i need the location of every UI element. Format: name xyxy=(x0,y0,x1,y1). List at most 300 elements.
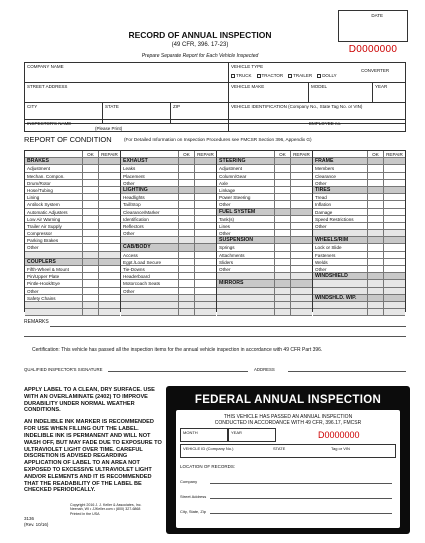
ok-checkbox[interactable] xyxy=(82,259,98,265)
ok-checkbox[interactable] xyxy=(367,280,383,286)
grid-item-row xyxy=(25,180,120,187)
repair-checkbox[interactable] xyxy=(98,194,120,200)
ok-checkbox[interactable] xyxy=(367,252,383,258)
repair-checkbox[interactable] xyxy=(194,201,216,207)
grid-item-row xyxy=(313,309,405,316)
grid-item-row xyxy=(217,230,312,237)
repair-checkbox[interactable] xyxy=(194,173,216,179)
repair-checkbox[interactable] xyxy=(383,244,405,250)
ok-checkbox[interactable] xyxy=(367,244,383,250)
federal-inspection-label[interactable] xyxy=(166,386,410,534)
item-label: Welds xyxy=(315,259,328,265)
grid-item-row xyxy=(25,244,120,251)
item-label xyxy=(217,302,274,308)
ok-checkbox[interactable] xyxy=(367,266,383,272)
grid-section-row xyxy=(313,295,405,302)
ok-checkbox[interactable] xyxy=(82,230,98,236)
ok-checkbox[interactable] xyxy=(82,252,98,258)
ok-checkbox[interactable] xyxy=(178,273,194,279)
ok-checkbox[interactable] xyxy=(178,165,194,171)
repair-checkbox[interactable] xyxy=(290,173,312,179)
ok-checkbox[interactable] xyxy=(274,165,290,171)
ok-checkbox[interactable] xyxy=(367,302,383,308)
section-label: MIRRORS xyxy=(219,280,244,287)
remarks-line-2[interactable] xyxy=(24,336,406,337)
item-label: Leaks xyxy=(123,166,136,172)
repair-checkbox[interactable] xyxy=(383,295,405,301)
ok-checkbox[interactable] xyxy=(82,194,98,200)
grid-item-row xyxy=(121,230,216,237)
repair-checkbox[interactable] xyxy=(194,209,216,215)
employee-no-label: EMPLOYEE no. xyxy=(309,121,342,126)
ok-checkbox[interactable] xyxy=(82,295,98,301)
repair-checkbox[interactable] xyxy=(98,173,120,179)
label-passed-line: THIS VEHICLE HAS PASSED AN ANNUAL INSPECTION xyxy=(223,414,353,420)
repair-checkbox[interactable] xyxy=(98,158,120,164)
item-label: Antilock System xyxy=(27,202,60,208)
repair-checkbox[interactable] xyxy=(194,259,216,265)
ok-checkbox[interactable] xyxy=(274,280,290,286)
ok-checkbox[interactable] xyxy=(178,216,194,222)
section-label: TIRES xyxy=(315,186,331,193)
option-tractor[interactable]: TRACTOR xyxy=(257,73,284,78)
company-name-label: COMPANY NAME xyxy=(27,64,64,69)
ok-checkbox[interactable] xyxy=(82,187,98,193)
ok-checkbox[interactable] xyxy=(367,216,383,222)
item-label: Trailer Air Supply xyxy=(27,223,62,229)
converter-label: CONVERTER xyxy=(361,68,390,73)
ok-checkbox[interactable] xyxy=(274,237,290,243)
address-line[interactable] xyxy=(288,371,406,372)
repair-checkbox[interactable] xyxy=(98,180,120,186)
ok-checkbox[interactable] xyxy=(82,244,98,250)
option-truck[interactable]: TRUCK xyxy=(231,73,252,78)
repair-checkbox[interactable] xyxy=(290,280,312,286)
company-line[interactable] xyxy=(210,483,392,484)
grid-item-row xyxy=(25,201,120,208)
ok-checkbox[interactable] xyxy=(274,180,290,186)
repair-checkbox[interactable] xyxy=(290,237,312,243)
street-address-label: STREET ADDRESS xyxy=(27,84,68,89)
repair-checkbox[interactable] xyxy=(98,252,120,258)
grid-item-row xyxy=(121,223,216,230)
section-label: LIGHTING xyxy=(123,186,148,193)
ok-checkbox[interactable] xyxy=(274,187,290,193)
repair-checkbox[interactable] xyxy=(290,244,312,250)
repair-checkbox[interactable] xyxy=(98,273,120,279)
model-field[interactable] xyxy=(309,83,373,102)
repair-checkbox[interactable] xyxy=(194,180,216,186)
ok-checkbox[interactable] xyxy=(367,173,383,179)
ok-checkbox[interactable] xyxy=(82,280,98,286)
street-address-field[interactable] xyxy=(25,83,229,102)
street-line[interactable] xyxy=(210,498,392,499)
grid-item-row xyxy=(25,252,120,259)
signature-line[interactable] xyxy=(108,371,248,372)
grid-section-row xyxy=(217,209,312,216)
repair-checkbox[interactable] xyxy=(383,180,405,186)
ok-checkbox[interactable] xyxy=(367,158,383,164)
section-label: FUEL SYSTEM xyxy=(219,208,256,215)
repair-checkbox[interactable] xyxy=(290,252,312,258)
grid-item-row xyxy=(217,187,312,194)
item-label: Fasteners xyxy=(315,252,336,258)
grid-column-2 xyxy=(121,151,217,311)
repair-checkbox[interactable] xyxy=(383,288,405,294)
item-label: Attachments xyxy=(219,252,245,258)
option-trailer[interactable]: TRAILER xyxy=(288,73,312,78)
repair-checkbox[interactable] xyxy=(194,237,216,243)
ok-checkbox[interactable] xyxy=(274,266,290,272)
item-label: Axle xyxy=(219,180,228,186)
ok-checkbox[interactable] xyxy=(82,273,98,279)
repair-checkbox[interactable] xyxy=(98,259,120,265)
instruction-marker: AN INDELIBLE INK MARKER IS RECOMMENDED FOR USE WHEN FILLING OUT THE LABEL. INDELIBLE INK IS PERMANENT AND WILL NOT WASH OFF, BUT MAY FADE DUE TO EXPOSURE TO ULTRAVIOLET LIGHT OVER TIME. CAREFUL DISCRETION IS ADVISED REGARDING APPLICATION OF LABEL TO AN AREA NOT EXPOSED TO EXCESSIVE ULTRAVIOLET LIGHT AND/OR ELEMENTS AND IT IS RECOMMENDED THAT THE READABILITY OF THE LABEL BE CHECKED PERIODICALLY. xyxy=(24,419,162,494)
repair-checkbox[interactable] xyxy=(194,295,216,301)
grid-item-row xyxy=(313,201,405,208)
ok-checkbox[interactable] xyxy=(274,216,290,222)
repair-header: REPAIR xyxy=(194,151,216,157)
ok-checkbox[interactable] xyxy=(82,209,98,215)
repair-checkbox[interactable] xyxy=(194,273,216,279)
repair-checkbox[interactable] xyxy=(194,244,216,250)
ok-checkbox[interactable] xyxy=(367,223,383,229)
repair-checkbox[interactable] xyxy=(194,252,216,258)
repair-checkbox[interactable] xyxy=(194,223,216,229)
ok-checkbox[interactable] xyxy=(178,259,194,265)
grid-item-row xyxy=(217,216,312,223)
repair-checkbox[interactable] xyxy=(194,302,216,308)
repair-checkbox[interactable] xyxy=(383,194,405,200)
item-label: Tank(s) xyxy=(219,216,235,222)
ok-checkbox[interactable] xyxy=(178,209,194,215)
ok-checkbox[interactable] xyxy=(178,173,194,179)
ok-checkbox[interactable] xyxy=(274,259,290,265)
repair-checkbox[interactable] xyxy=(290,295,312,301)
ok-checkbox[interactable] xyxy=(367,259,383,265)
repair-checkbox[interactable] xyxy=(290,187,312,193)
item-label: Pin/Upper Plate xyxy=(27,274,60,280)
ok-checkbox[interactable] xyxy=(82,266,98,272)
ok-checkbox[interactable] xyxy=(367,309,383,315)
ok-checkbox[interactable] xyxy=(178,187,194,193)
grid-item-row xyxy=(217,309,312,316)
ok-checkbox[interactable] xyxy=(367,295,383,301)
ok-checkbox[interactable] xyxy=(82,288,98,294)
repair-checkbox[interactable] xyxy=(290,259,312,265)
repair-checkbox[interactable] xyxy=(290,266,312,272)
grid-item-row xyxy=(217,173,312,180)
ok-checkbox[interactable] xyxy=(274,244,290,250)
ok-checkbox[interactable] xyxy=(274,209,290,215)
ok-checkbox[interactable] xyxy=(274,302,290,308)
repair-checkbox[interactable] xyxy=(98,295,120,301)
item-label xyxy=(313,280,367,286)
ok-checkbox[interactable] xyxy=(82,180,98,186)
item-label xyxy=(217,295,274,301)
repair-checkbox[interactable] xyxy=(194,280,216,286)
section-label: CAB/BODY xyxy=(123,244,151,251)
repair-checkbox[interactable] xyxy=(98,201,120,207)
ok-checkbox[interactable] xyxy=(367,288,383,294)
ok-checkbox[interactable] xyxy=(274,273,290,279)
remarks-line-1[interactable] xyxy=(50,326,406,327)
repair-checkbox[interactable] xyxy=(290,216,312,222)
printed-line: Printed in the USA xyxy=(70,511,100,516)
grid-section-row xyxy=(217,158,312,165)
item-label: Parking Brakes xyxy=(27,238,59,244)
repair-checkbox[interactable] xyxy=(290,209,312,215)
ok-header: OK xyxy=(178,151,194,157)
ok-checkbox[interactable] xyxy=(178,244,194,250)
repair-checkbox[interactable] xyxy=(98,266,120,272)
repair-checkbox[interactable] xyxy=(98,309,120,315)
ok-checkbox[interactable] xyxy=(178,288,194,294)
grid-item-row xyxy=(25,280,120,287)
label-body xyxy=(176,410,400,528)
label-year-box[interactable] xyxy=(228,428,276,442)
repair-checkbox[interactable] xyxy=(383,302,405,308)
grid-item-row xyxy=(121,252,216,259)
repair-checkbox[interactable] xyxy=(98,209,120,215)
repair-checkbox[interactable] xyxy=(290,273,312,279)
item-label: Other xyxy=(219,231,231,237)
repair-checkbox[interactable] xyxy=(383,216,405,222)
item-label: Identification xyxy=(123,216,149,222)
ok-checkbox[interactable] xyxy=(82,237,98,243)
label-vehicle-id-box[interactable] xyxy=(180,444,396,458)
grid-item-row xyxy=(121,288,216,295)
ok-checkbox[interactable] xyxy=(274,309,290,315)
ok-checkbox[interactable] xyxy=(178,180,194,186)
ok-checkbox[interactable] xyxy=(178,237,194,243)
repair-checkbox[interactable] xyxy=(290,309,312,315)
repair-checkbox[interactable] xyxy=(98,244,120,250)
repair-checkbox[interactable] xyxy=(98,165,120,171)
repair-checkbox[interactable] xyxy=(290,194,312,200)
ok-header: OK xyxy=(82,151,98,157)
repair-checkbox[interactable] xyxy=(98,223,120,229)
ok-checkbox[interactable] xyxy=(274,295,290,301)
ok-checkbox[interactable] xyxy=(367,230,383,236)
item-label: Compressor xyxy=(27,231,53,237)
item-label: Mechan. Compon. xyxy=(27,173,65,179)
repair-checkbox[interactable] xyxy=(383,280,405,286)
label-tag-vin: Tag or VIN xyxy=(331,446,350,451)
repair-checkbox[interactable] xyxy=(98,187,120,193)
inspector-name-field[interactable] xyxy=(25,120,229,131)
grid-item-row xyxy=(25,187,120,194)
employee-no-field[interactable] xyxy=(229,120,405,131)
label-title: FEDERAL ANNUAL INSPECTION xyxy=(194,394,382,406)
option-dolly[interactable]: DOLLY xyxy=(317,73,336,78)
ok-checkbox[interactable] xyxy=(82,173,98,179)
repair-checkbox[interactable] xyxy=(383,223,405,229)
repair-checkbox[interactable] xyxy=(98,280,120,286)
repair-checkbox[interactable] xyxy=(383,187,405,193)
ok-checkbox[interactable] xyxy=(367,209,383,215)
item-label: Linkage xyxy=(219,187,236,193)
ok-header: OK xyxy=(367,151,383,157)
date-box[interactable] xyxy=(338,10,408,42)
copyright-line: Copyright 2016 J. J. Keller & Associates, Inc. xyxy=(70,503,142,507)
item-label xyxy=(313,302,367,308)
ok-checkbox[interactable] xyxy=(274,201,290,207)
label-month-box[interactable] xyxy=(180,428,228,442)
repair-checkbox[interactable] xyxy=(194,158,216,164)
repair-checkbox[interactable] xyxy=(98,288,120,294)
repair-checkbox[interactable] xyxy=(290,302,312,308)
repair-checkbox[interactable] xyxy=(383,237,405,243)
city-line[interactable] xyxy=(210,513,392,514)
ok-checkbox[interactable] xyxy=(367,273,383,279)
repair-checkbox[interactable] xyxy=(383,158,405,164)
repair-checkbox[interactable] xyxy=(194,187,216,193)
repair-checkbox[interactable] xyxy=(194,216,216,222)
ok-checkbox[interactable] xyxy=(178,158,194,164)
vehicle-type-field[interactable] xyxy=(229,63,405,82)
repair-checkbox[interactable] xyxy=(194,194,216,200)
ok-checkbox[interactable] xyxy=(274,230,290,236)
grid-item-row xyxy=(313,223,405,230)
repair-checkbox[interactable] xyxy=(98,302,120,308)
item-label xyxy=(25,309,82,315)
grid-item-row xyxy=(25,230,120,237)
grid-item-row xyxy=(25,273,120,280)
grid-item-row xyxy=(217,180,312,187)
ok-checkbox[interactable] xyxy=(274,194,290,200)
repair-checkbox[interactable] xyxy=(98,216,120,222)
ok-checkbox[interactable] xyxy=(178,302,194,308)
company-name-field[interactable] xyxy=(25,63,229,82)
repair-checkbox[interactable] xyxy=(383,230,405,236)
grid-item-row xyxy=(217,266,312,273)
repair-checkbox[interactable] xyxy=(194,266,216,272)
grid-section-row xyxy=(313,187,405,194)
item-label: Egpt./Load Secure xyxy=(123,259,162,265)
ok-checkbox[interactable] xyxy=(178,266,194,272)
ok-checkbox[interactable] xyxy=(178,295,194,301)
ok-checkbox[interactable] xyxy=(274,173,290,179)
repair-checkbox[interactable] xyxy=(383,259,405,265)
ok-checkbox[interactable] xyxy=(82,158,98,164)
ok-checkbox[interactable] xyxy=(178,223,194,229)
ok-checkbox[interactable] xyxy=(367,237,383,243)
repair-checkbox[interactable] xyxy=(290,201,312,207)
address-label: ADDRESS xyxy=(254,367,275,372)
ok-checkbox[interactable] xyxy=(367,165,383,171)
item-label: Other xyxy=(123,288,135,294)
repair-checkbox[interactable] xyxy=(194,309,216,315)
ok-checkbox[interactable] xyxy=(178,201,194,207)
ok-checkbox[interactable] xyxy=(178,252,194,258)
grid-item-row xyxy=(217,273,312,280)
ok-checkbox[interactable] xyxy=(367,201,383,207)
grid-item-row xyxy=(25,209,120,216)
ok-checkbox[interactable] xyxy=(178,230,194,236)
repair-checkbox[interactable] xyxy=(98,230,120,236)
form-number xyxy=(24,516,48,527)
grid-item-row xyxy=(217,259,312,266)
item-label xyxy=(25,302,82,308)
label-instructions xyxy=(24,387,164,499)
item-label: Drum/Rotor xyxy=(27,180,51,186)
grid-item-row xyxy=(217,201,312,208)
repair-checkbox[interactable] xyxy=(383,266,405,272)
repair-checkbox[interactable] xyxy=(383,173,405,179)
repair-checkbox[interactable] xyxy=(290,180,312,186)
inspector-row xyxy=(24,119,406,132)
ok-checkbox[interactable] xyxy=(274,223,290,229)
item-label: Automatic Adjusters xyxy=(27,209,68,215)
item-label: Adjustment xyxy=(27,166,50,172)
ok-checkbox[interactable] xyxy=(178,280,194,286)
repair-checkbox[interactable] xyxy=(194,288,216,294)
ok-checkbox[interactable] xyxy=(82,216,98,222)
repair-checkbox[interactable] xyxy=(383,201,405,207)
label-year: YEAR xyxy=(231,430,242,435)
vehicle-make-field[interactable] xyxy=(229,83,309,102)
ok-checkbox[interactable] xyxy=(178,309,194,315)
grid-item-row xyxy=(121,237,216,244)
item-label: Sliders xyxy=(219,259,234,265)
label-company: Company xyxy=(180,479,198,484)
ok-checkbox[interactable] xyxy=(367,187,383,193)
grid-item-row xyxy=(121,295,216,302)
repair-checkbox[interactable] xyxy=(290,165,312,171)
repair-checkbox[interactable] xyxy=(98,237,120,243)
grid-item-row xyxy=(25,266,120,273)
item-label: Adjustment xyxy=(219,166,242,172)
ok-checkbox[interactable] xyxy=(274,252,290,258)
repair-checkbox[interactable] xyxy=(290,223,312,229)
ok-checkbox[interactable] xyxy=(82,165,98,171)
repair-checkbox[interactable] xyxy=(383,273,405,279)
ok-checkbox[interactable] xyxy=(82,201,98,207)
grid-item-row xyxy=(121,309,216,316)
ok-checkbox[interactable] xyxy=(82,309,98,315)
repair-checkbox[interactable] xyxy=(383,165,405,171)
repair-checkbox[interactable] xyxy=(290,230,312,236)
header-fields xyxy=(24,62,406,124)
repair-checkbox[interactable] xyxy=(383,252,405,258)
ok-checkbox[interactable] xyxy=(82,302,98,308)
label-serial-number: D0000000 xyxy=(318,430,360,440)
vehicle-id-label: VEHICLE IDENTIFICATION (Company No., State Tag No. or VIN) xyxy=(231,104,363,109)
item-label: Clearance xyxy=(315,173,336,179)
ok-checkbox[interactable] xyxy=(367,180,383,186)
please-print-label: (Please Print) xyxy=(95,126,123,131)
ok-checkbox[interactable] xyxy=(82,223,98,229)
grid-item-row xyxy=(121,201,216,208)
grid-item-row xyxy=(25,173,120,180)
repair-checkbox[interactable] xyxy=(290,288,312,294)
ok-checkbox[interactable] xyxy=(274,288,290,294)
ok-checkbox[interactable] xyxy=(274,158,290,164)
item-label: Headerboard xyxy=(123,274,150,280)
ok-checkbox[interactable] xyxy=(178,194,194,200)
repair-checkbox[interactable] xyxy=(194,230,216,236)
item-label: Low Air Warning xyxy=(27,216,61,222)
grid-column-3 xyxy=(217,151,313,311)
repair-checkbox[interactable] xyxy=(290,158,312,164)
repair-checkbox[interactable] xyxy=(194,165,216,171)
repair-checkbox[interactable] xyxy=(383,309,405,315)
repair-checkbox[interactable] xyxy=(383,209,405,215)
ok-checkbox[interactable] xyxy=(367,194,383,200)
report-heading: REPORT OF CONDITION xyxy=(24,135,112,144)
year-field[interactable] xyxy=(373,83,405,102)
